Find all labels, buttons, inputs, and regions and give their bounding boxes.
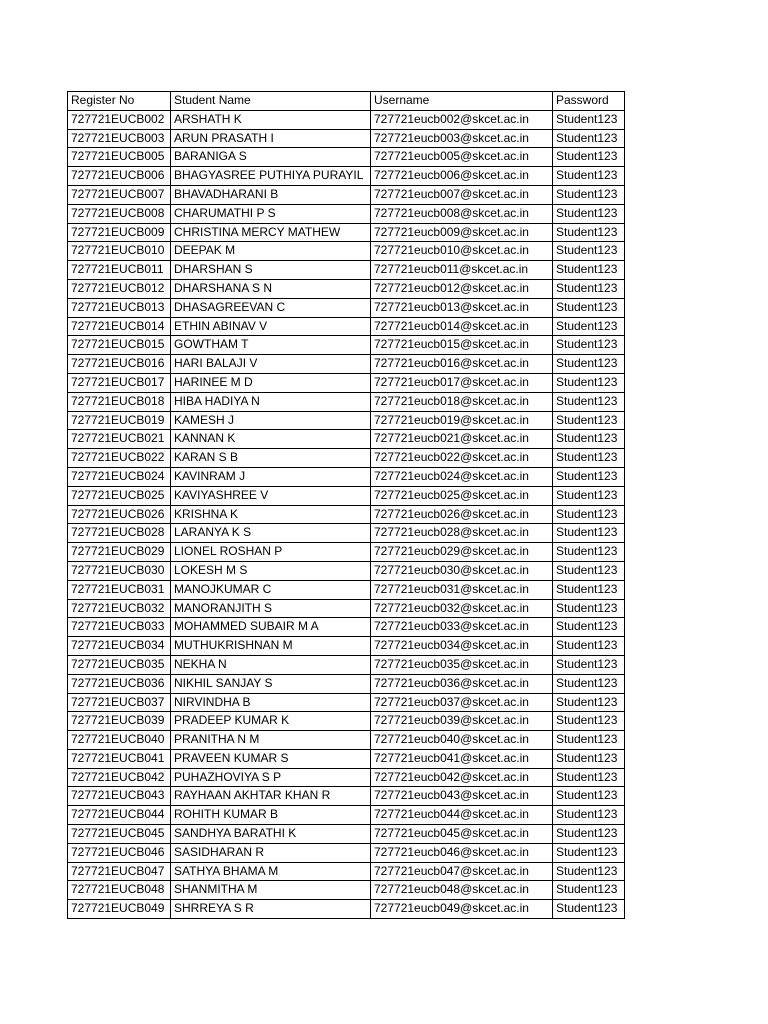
username-cell: 727721eucb029@skcet.ac.in: [371, 543, 553, 562]
table-row: [68, 749, 625, 768]
student-name-cell: MANORANJITH S: [171, 599, 371, 618]
register-no-cell: 727721EUCB048: [68, 881, 171, 900]
table-row: [68, 430, 625, 449]
table-header: [68, 92, 625, 111]
password-cell: Student123: [553, 787, 625, 806]
table-row: [68, 486, 625, 505]
register-no-cell: 727721EUCB006: [68, 167, 171, 186]
register-no-cell: 727721EUCB042: [68, 768, 171, 787]
register-no-cell: 727721EUCB012: [68, 279, 171, 298]
table-row: [68, 674, 625, 693]
password-cell: Student123: [553, 336, 625, 355]
password-cell: Student123: [553, 843, 625, 862]
student-name-cell: SHANMITHA M: [171, 881, 371, 900]
password-cell: Student123: [553, 242, 625, 261]
password-cell: Student123: [553, 392, 625, 411]
table-row: [68, 261, 625, 280]
student-name-cell: PRANITHA N M: [171, 731, 371, 750]
table-row: [68, 373, 625, 392]
register-no-cell: 727721EUCB046: [68, 843, 171, 862]
student-name-cell: LOKESH M S: [171, 561, 371, 580]
student-name-cell: DHARSHANA S N: [171, 279, 371, 298]
table-row: [68, 599, 625, 618]
table-row: [68, 129, 625, 148]
username-cell: 727721eucb006@skcet.ac.in: [371, 167, 553, 186]
student-credentials-table: [67, 91, 625, 919]
table-row: [68, 806, 625, 825]
table-row: [68, 279, 625, 298]
student-name-cell: SATHYA BHAMA M: [171, 862, 371, 881]
password-cell: Student123: [553, 129, 625, 148]
student-name-cell: DEEPAK M: [171, 242, 371, 261]
student-name-cell: BARANIGA S: [171, 148, 371, 167]
username-cell: 727721eucb009@skcet.ac.in: [371, 223, 553, 242]
table-row: [68, 843, 625, 862]
register-no-cell: 727721EUCB022: [68, 449, 171, 468]
register-no-cell: 727721EUCB009: [68, 223, 171, 242]
student-name-cell: KAMESH J: [171, 411, 371, 430]
student-name-cell: PUHAZHOVIYA S P: [171, 768, 371, 787]
student-name-cell: NIKHIL SANJAY S: [171, 674, 371, 693]
table-row: [68, 637, 625, 656]
student-name-cell: KAVINRAM J: [171, 467, 371, 486]
password-cell: Student123: [553, 825, 625, 844]
table-row: [68, 618, 625, 637]
password-cell: Student123: [553, 411, 625, 430]
student-name-cell: GOWTHAM T: [171, 336, 371, 355]
username-cell: 727721eucb005@skcet.ac.in: [371, 148, 553, 167]
register-no-cell: 727721EUCB049: [68, 900, 171, 919]
student-name-cell: PRADEEP KUMAR K: [171, 712, 371, 731]
register-no-cell: 727721EUCB031: [68, 580, 171, 599]
password-cell: Student123: [553, 543, 625, 562]
username-cell: 727721eucb032@skcet.ac.in: [371, 599, 553, 618]
password-cell: Student123: [553, 505, 625, 524]
username-cell: 727721eucb019@skcet.ac.in: [371, 411, 553, 430]
username-cell: 727721eucb045@skcet.ac.in: [371, 825, 553, 844]
table-row: [68, 185, 625, 204]
password-cell: Student123: [553, 768, 625, 787]
register-no-cell: 727721EUCB047: [68, 862, 171, 881]
student-name-cell: HIBA HADIYA N: [171, 392, 371, 411]
password-cell: Student123: [553, 561, 625, 580]
register-no-cell: 727721EUCB036: [68, 674, 171, 693]
table-row: [68, 355, 625, 374]
student-name-cell: NEKHA N: [171, 655, 371, 674]
student-name-cell: SANDHYA BARATHI K: [171, 825, 371, 844]
register-no-cell: 727721EUCB007: [68, 185, 171, 204]
register-no-cell: 727721EUCB045: [68, 825, 171, 844]
register-no-cell: 727721EUCB025: [68, 486, 171, 505]
password-cell: Student123: [553, 637, 625, 656]
username-cell: 727721eucb039@skcet.ac.in: [371, 712, 553, 731]
username-cell: 727721eucb011@skcet.ac.in: [371, 261, 553, 280]
student-name-cell: MANOJKUMAR C: [171, 580, 371, 599]
password-cell: Student123: [553, 900, 625, 919]
table-row: [68, 881, 625, 900]
student-name-cell: PRAVEEN KUMAR S: [171, 749, 371, 768]
table-row: [68, 543, 625, 562]
password-cell: Student123: [553, 618, 625, 637]
student-name-cell: KANNAN K: [171, 430, 371, 449]
username-cell: 727721eucb008@skcet.ac.in: [371, 204, 553, 223]
table-row: [68, 242, 625, 261]
username-cell: 727721eucb033@skcet.ac.in: [371, 618, 553, 637]
register-no-cell: 727721EUCB002: [68, 110, 171, 129]
register-no-cell: 727721EUCB041: [68, 749, 171, 768]
register-no-cell: 727721EUCB024: [68, 467, 171, 486]
student-name-cell: CHRISTINA MERCY MATHEW: [171, 223, 371, 242]
username-cell: 727721eucb024@skcet.ac.in: [371, 467, 553, 486]
student-name-cell: LIONEL ROSHAN P: [171, 543, 371, 562]
register-no-cell: 727721EUCB005: [68, 148, 171, 167]
table-row: [68, 524, 625, 543]
header-row: [68, 92, 625, 111]
student-name-cell: CHARUMATHI P S: [171, 204, 371, 223]
register-no-cell: 727721EUCB039: [68, 712, 171, 731]
table-body: [68, 110, 625, 918]
student-name-cell: NIRVINDHA B: [171, 693, 371, 712]
register-no-cell: 727721EUCB035: [68, 655, 171, 674]
password-cell: Student123: [553, 279, 625, 298]
student-name-cell: KRISHNA K: [171, 505, 371, 524]
table-row: [68, 787, 625, 806]
table-row: [68, 862, 625, 881]
table-row: [68, 336, 625, 355]
table-row: [68, 825, 625, 844]
header-password: Password: [553, 92, 625, 111]
register-no-cell: 727721EUCB008: [68, 204, 171, 223]
password-cell: Student123: [553, 655, 625, 674]
username-cell: 727721eucb010@skcet.ac.in: [371, 242, 553, 261]
password-cell: Student123: [553, 373, 625, 392]
password-cell: Student123: [553, 674, 625, 693]
table-row: [68, 204, 625, 223]
username-cell: 727721eucb015@skcet.ac.in: [371, 336, 553, 355]
table-row: [68, 900, 625, 919]
student-name-cell: DHASAGREEVAN C: [171, 298, 371, 317]
password-cell: Student123: [553, 599, 625, 618]
student-name-cell: ETHIN ABINAV V: [171, 317, 371, 336]
register-no-cell: 727721EUCB015: [68, 336, 171, 355]
table-row: [68, 449, 625, 468]
username-cell: 727721eucb048@skcet.ac.in: [371, 881, 553, 900]
username-cell: 727721eucb022@skcet.ac.in: [371, 449, 553, 468]
table-row: [68, 505, 625, 524]
username-cell: 727721eucb043@skcet.ac.in: [371, 787, 553, 806]
password-cell: Student123: [553, 749, 625, 768]
table-row: [68, 561, 625, 580]
username-cell: 727721eucb021@skcet.ac.in: [371, 430, 553, 449]
username-cell: 727721eucb031@skcet.ac.in: [371, 580, 553, 599]
username-cell: 727721eucb013@skcet.ac.in: [371, 298, 553, 317]
register-no-cell: 727721EUCB016: [68, 355, 171, 374]
table-row: [68, 223, 625, 242]
student-name-cell: BHAVADHARANI B: [171, 185, 371, 204]
password-cell: Student123: [553, 167, 625, 186]
student-name-cell: SHRREYA S R: [171, 900, 371, 919]
table-row: [68, 167, 625, 186]
student-name-cell: ARUN PRASATH I: [171, 129, 371, 148]
username-cell: 727721eucb042@skcet.ac.in: [371, 768, 553, 787]
header-register-no: Register No: [68, 92, 171, 111]
student-name-cell: MUTHUKRISHNAN M: [171, 637, 371, 656]
table-row: [68, 148, 625, 167]
username-cell: 727721eucb026@skcet.ac.in: [371, 505, 553, 524]
username-cell: 727721eucb002@skcet.ac.in: [371, 110, 553, 129]
username-cell: 727721eucb035@skcet.ac.in: [371, 655, 553, 674]
table-row: [68, 298, 625, 317]
student-name-cell: DHARSHAN S: [171, 261, 371, 280]
password-cell: Student123: [553, 862, 625, 881]
username-cell: 727721eucb028@skcet.ac.in: [371, 524, 553, 543]
table-row: [68, 467, 625, 486]
username-cell: 727721eucb014@skcet.ac.in: [371, 317, 553, 336]
student-name-cell: ARSHATH K: [171, 110, 371, 129]
username-cell: 727721eucb030@skcet.ac.in: [371, 561, 553, 580]
password-cell: Student123: [553, 449, 625, 468]
username-cell: 727721eucb046@skcet.ac.in: [371, 843, 553, 862]
password-cell: Student123: [553, 355, 625, 374]
student-name-cell: SASIDHARAN R: [171, 843, 371, 862]
password-cell: Student123: [553, 110, 625, 129]
username-cell: 727721eucb012@skcet.ac.in: [371, 279, 553, 298]
password-cell: Student123: [553, 486, 625, 505]
password-cell: Student123: [553, 693, 625, 712]
password-cell: Student123: [553, 148, 625, 167]
register-no-cell: 727721EUCB037: [68, 693, 171, 712]
password-cell: Student123: [553, 317, 625, 336]
register-no-cell: 727721EUCB032: [68, 599, 171, 618]
username-cell: 727721eucb044@skcet.ac.in: [371, 806, 553, 825]
register-no-cell: 727721EUCB019: [68, 411, 171, 430]
username-cell: 727721eucb017@skcet.ac.in: [371, 373, 553, 392]
password-cell: Student123: [553, 712, 625, 731]
username-cell: 727721eucb040@skcet.ac.in: [371, 731, 553, 750]
register-no-cell: 727721EUCB044: [68, 806, 171, 825]
username-cell: 727721eucb007@skcet.ac.in: [371, 185, 553, 204]
password-cell: Student123: [553, 204, 625, 223]
register-no-cell: 727721EUCB029: [68, 543, 171, 562]
table-row: [68, 317, 625, 336]
username-cell: 727721eucb037@skcet.ac.in: [371, 693, 553, 712]
password-cell: Student123: [553, 298, 625, 317]
student-name-cell: KAVIYASHREE V: [171, 486, 371, 505]
table-row: [68, 110, 625, 129]
register-no-cell: 727721EUCB043: [68, 787, 171, 806]
table-row: [68, 693, 625, 712]
username-cell: 727721eucb036@skcet.ac.in: [371, 674, 553, 693]
username-cell: 727721eucb003@skcet.ac.in: [371, 129, 553, 148]
header-username: Username: [371, 92, 553, 111]
register-no-cell: 727721EUCB033: [68, 618, 171, 637]
student-name-cell: MOHAMMED SUBAIR M A: [171, 618, 371, 637]
password-cell: Student123: [553, 524, 625, 543]
password-cell: Student123: [553, 881, 625, 900]
table-row: [68, 731, 625, 750]
password-cell: Student123: [553, 185, 625, 204]
username-cell: 727721eucb034@skcet.ac.in: [371, 637, 553, 656]
password-cell: Student123: [553, 467, 625, 486]
student-name-cell: RAYHAAN AKHTAR KHAN R: [171, 787, 371, 806]
register-no-cell: 727721EUCB026: [68, 505, 171, 524]
password-cell: Student123: [553, 223, 625, 242]
register-no-cell: 727721EUCB011: [68, 261, 171, 280]
username-cell: 727721eucb041@skcet.ac.in: [371, 749, 553, 768]
student-name-cell: HARI BALAJI V: [171, 355, 371, 374]
table-row: [68, 712, 625, 731]
register-no-cell: 727721EUCB021: [68, 430, 171, 449]
password-cell: Student123: [553, 430, 625, 449]
username-cell: 727721eucb018@skcet.ac.in: [371, 392, 553, 411]
header-student-name: Student Name: [171, 92, 371, 111]
password-cell: Student123: [553, 580, 625, 599]
register-no-cell: 727721EUCB040: [68, 731, 171, 750]
register-no-cell: 727721EUCB013: [68, 298, 171, 317]
username-cell: 727721eucb016@skcet.ac.in: [371, 355, 553, 374]
register-no-cell: 727721EUCB017: [68, 373, 171, 392]
register-no-cell: 727721EUCB030: [68, 561, 171, 580]
password-cell: Student123: [553, 261, 625, 280]
student-name-cell: HARINEE M D: [171, 373, 371, 392]
username-cell: 727721eucb025@skcet.ac.in: [371, 486, 553, 505]
username-cell: 727721eucb049@skcet.ac.in: [371, 900, 553, 919]
username-cell: 727721eucb047@skcet.ac.in: [371, 862, 553, 881]
student-name-cell: ROHITH KUMAR B: [171, 806, 371, 825]
table-row: [68, 392, 625, 411]
student-name-cell: LARANYA K S: [171, 524, 371, 543]
password-cell: Student123: [553, 806, 625, 825]
register-no-cell: 727721EUCB014: [68, 317, 171, 336]
student-name-cell: KARAN S B: [171, 449, 371, 468]
register-no-cell: 727721EUCB010: [68, 242, 171, 261]
table-row: [68, 411, 625, 430]
register-no-cell: 727721EUCB034: [68, 637, 171, 656]
student-name-cell: BHAGYASREE PUTHIYA PURAYIL: [171, 167, 371, 186]
register-no-cell: 727721EUCB028: [68, 524, 171, 543]
table-row: [68, 655, 625, 674]
password-cell: Student123: [553, 731, 625, 750]
register-no-cell: 727721EUCB003: [68, 129, 171, 148]
register-no-cell: 727721EUCB018: [68, 392, 171, 411]
table-row: [68, 768, 625, 787]
table-row: [68, 580, 625, 599]
